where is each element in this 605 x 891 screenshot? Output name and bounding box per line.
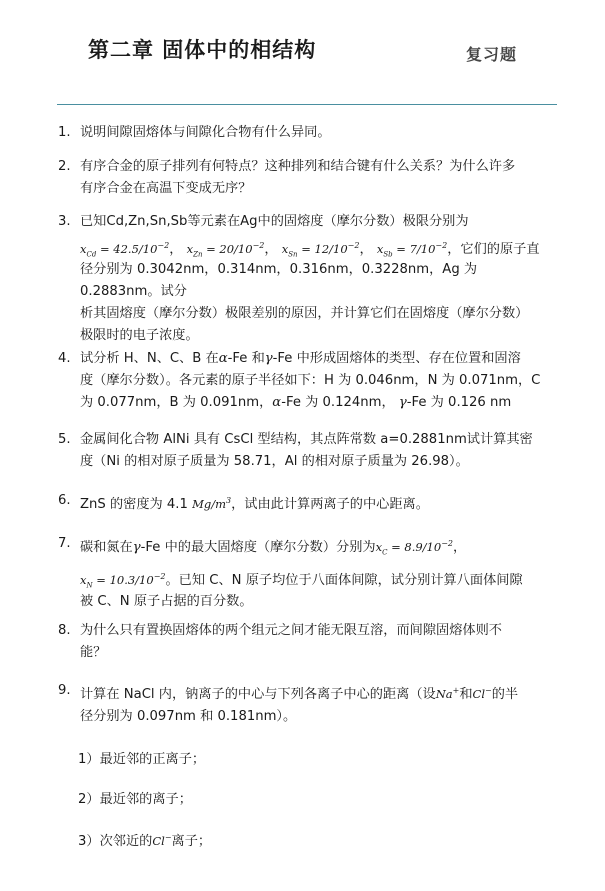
question-line: 能？ — [80, 645, 107, 660]
formula-line: $x_{Cd} = 42.5/10^{-2}$， $x_{Zn} = 20/10^{-2}$， $x_{Sn} = 12/10^{-2}$， $x_{Sb} = 7/10^{-2}$，它们的原子直 — [80, 241, 540, 259]
formula-x-sn: $x_{Sn} = 12/10^{-2}$ — [281, 241, 360, 259]
question-line: 为什么只有置换固熔体的两个组元之间才能无限互溶，而间隙固熔体则不 — [80, 623, 502, 638]
question-text: ZnS 的密度为 4.1 $Mg/m^3$，试由此计算两离子的中心距离。 — [80, 496, 429, 512]
question-text: 说明间隙固熔体与间隙化合物有什么异同。 — [80, 125, 331, 140]
question-number: 2. — [58, 159, 71, 174]
question-number: 3. — [58, 214, 71, 229]
question-line: 已知Cd,Zn,Sn,Sb等元素在Ag中的固熔度（摩尔分数）极限分别为 — [80, 214, 469, 229]
question-line: 有序合金的原子排列有何特点？这种排列和结合键有什么关系？为什么许多 — [80, 159, 516, 174]
chloride-ion: Cl− — [472, 686, 492, 701]
gamma-symbol: γ — [398, 395, 407, 410]
question-line: 被 C、N 原子占据的百分数。 — [80, 594, 253, 610]
sub-item-1: 1）最近邻的正离子； — [78, 752, 206, 767]
gamma-symbol: γ — [264, 351, 273, 366]
question-5 — [58, 429, 558, 473]
question-8 — [58, 620, 558, 664]
question-line: 径分别为 0.3042nm，0.314nm，0.316nm，0.3228nm，Ag 为 0.2883nm。试分 — [80, 262, 478, 299]
sub-item-2: 2）最近邻的离子； — [78, 792, 192, 807]
question-line: 极限时的电子浓度。 — [80, 328, 199, 343]
alpha-symbol: α — [218, 351, 228, 366]
question-line: 碳和氮在γ-Fe 中的最大固熔度（摩尔分数）分别为$x_C = 8.9/10^{-2}$， — [80, 539, 467, 557]
question-2 — [58, 156, 558, 200]
question-1 — [58, 122, 558, 144]
question-line: 析其固熔度（摩尔分数）极限差别的原因，并计算它们在固熔度（摩尔分数） — [80, 306, 529, 321]
alpha-symbol: α — [272, 395, 282, 410]
question-3 — [58, 211, 558, 347]
question-number: 8. — [58, 623, 71, 638]
question-number: 9. — [58, 683, 71, 698]
question-7 — [58, 533, 558, 613]
header — [0, 0, 605, 110]
header-rule — [57, 104, 557, 105]
formula-x-zn: $x_{Zn} = 20/10^{-2}$ — [186, 241, 265, 259]
question-number: 5. — [58, 432, 71, 447]
sodium-ion: Na+ — [435, 686, 460, 701]
question-9 — [58, 680, 558, 728]
formula-x-c: $x_C = 8.9/10^{-2}$ — [375, 539, 453, 557]
chapter-title: 第二章 固体中的相结构 — [88, 37, 317, 62]
sub-item-3: 3）次邻近的Cl−离子； — [78, 833, 212, 849]
question-line: 金属间化合物 AlNi 具有 CsCl 型结构，其点阵常数 a=0.2881nm试计算其密 — [80, 432, 533, 447]
gamma-symbol: γ — [132, 539, 141, 555]
question-line: 有序合金在高温下变成无序？ — [80, 181, 252, 196]
question-line: 为 0.077nm，B 为 0.091nm，α-Fe 为 0.124nm， γ-Fe 为 0.126 nm — [80, 395, 512, 410]
question-line: 度（摩尔分数）。各元素的原子半径如下：H 为 0.046nm，N 为 0.071nm，C — [80, 373, 541, 388]
question-line: 径分别为 0.097nm 和 0.181nm）。 — [80, 708, 297, 724]
question-6 — [58, 490, 558, 516]
question-line: 计算在 NaCl 内，钠离子的中心与下列各离子中心的距离（设Na+和Cl−的半 — [80, 686, 519, 702]
formula-line: $x_N = 10.3/10^{-2}$。已知 C、N 原子均位于八面体间隙，试分别计算八面体间隙 — [80, 572, 523, 590]
formula-x-sb: $x_{Sb} = 7/10^{-2}$ — [376, 241, 448, 259]
review-badge: 复习题 — [466, 45, 518, 64]
question-number: 7. — [58, 536, 71, 551]
question-line: 度（Ni 的相对原子质量为 58.71，Al 的相对原子质量为 26.98）。 — [80, 454, 469, 469]
question-number: 4. — [58, 351, 71, 366]
question-line: 试分析 H、N、C、B 在α-Fe 和γ-Fe 中形成固熔体的类型、存在位置和固溶 — [80, 351, 521, 366]
formula-x-cd: $x_{Cd} = 42.5/10^{-2}$ — [80, 241, 170, 259]
density-unit: $Mg/m^3$ — [192, 496, 232, 511]
formula-x-n: $x_N = 10.3/10^{-2}$ — [80, 572, 166, 590]
question-4 — [58, 348, 558, 414]
question-number: 6. — [58, 493, 71, 508]
question-number: 1. — [58, 125, 71, 140]
chloride-ion: Cl− — [152, 833, 172, 848]
